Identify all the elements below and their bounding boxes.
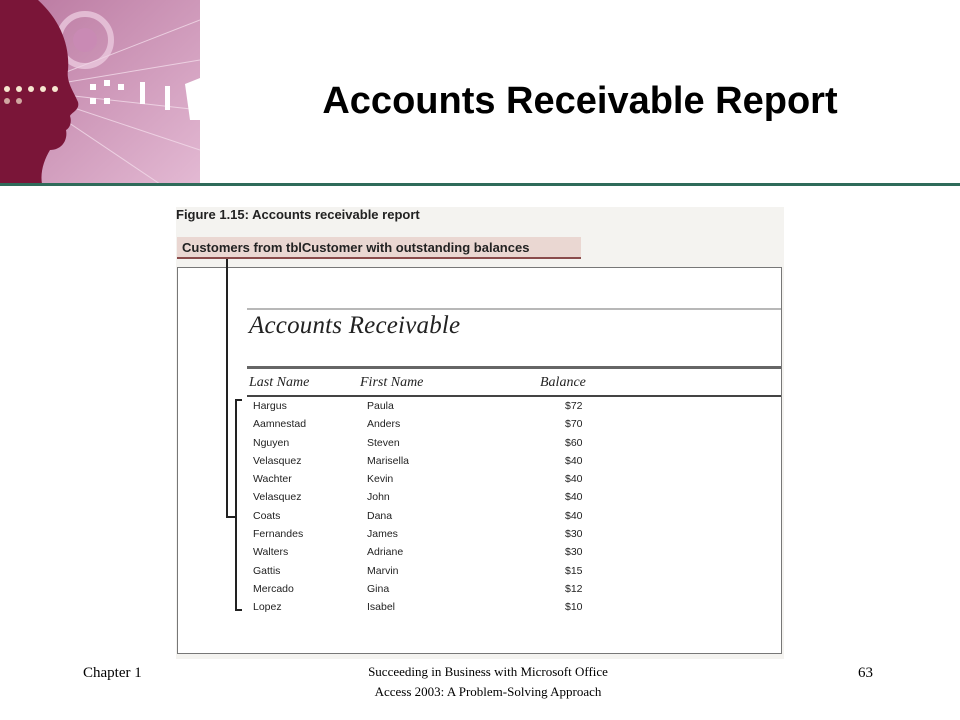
cell-last-name: Coats xyxy=(253,509,281,522)
cell-balance: $70 xyxy=(565,418,583,431)
cell-balance: $30 xyxy=(565,528,583,541)
cell-first-name: Gina xyxy=(367,582,390,595)
cell-last-name: Gattis xyxy=(253,564,281,577)
cell-balance: $40 xyxy=(565,454,583,467)
cell-last-name: Walters xyxy=(253,546,289,559)
report-title-rule xyxy=(247,366,781,369)
cell-balance: $15 xyxy=(565,564,583,577)
footer-book-title-line2: Access 2003: A Problem-Solving Approach xyxy=(374,684,602,699)
cell-last-name: Mercado xyxy=(253,582,294,595)
footer-book-title xyxy=(300,662,676,702)
header-rule xyxy=(247,395,781,397)
cell-first-name: Kevin xyxy=(367,473,394,486)
figure-callout: Customers from tblCustomer with outstanding balances xyxy=(177,237,581,259)
cell-first-name: Isabel xyxy=(367,601,396,614)
cell-balance: $72 xyxy=(565,400,583,412)
cell-first-name: Paula xyxy=(367,400,394,412)
figure-caption: Figure 1.15: Accounts receivable report xyxy=(176,207,420,222)
report-page xyxy=(177,267,782,654)
report-title: Accounts Receivable xyxy=(249,312,461,339)
cell-first-name: Steven xyxy=(367,436,400,449)
cell-last-name: Nguyen xyxy=(253,436,290,449)
cell-last-name: Velasquez xyxy=(253,454,302,467)
cell-first-name: Anders xyxy=(367,418,401,431)
column-header-first-name: First Name xyxy=(360,375,424,390)
rows-bracket xyxy=(235,399,242,611)
cell-balance: $40 xyxy=(565,509,583,522)
title-divider xyxy=(0,183,960,186)
column-header-balance: Balance xyxy=(540,375,586,390)
cell-balance: $12 xyxy=(565,582,583,595)
cell-first-name: John xyxy=(367,491,390,504)
callout-connector-line xyxy=(226,259,228,517)
footer-chapter: Chapter 1 xyxy=(83,665,142,681)
cell-first-name: Dana xyxy=(367,509,393,522)
cell-balance: $60 xyxy=(565,436,583,449)
slide-title: Accounts Receivable Report xyxy=(322,80,838,122)
footer-book-title-line1: Succeeding in Business with Microsoft Office xyxy=(368,664,608,679)
cell-balance: $40 xyxy=(565,473,583,486)
figure-report-screenshot xyxy=(176,207,784,659)
report-top-rule xyxy=(247,308,781,310)
cell-balance: $10 xyxy=(565,601,583,614)
cell-last-name: Velasquez xyxy=(253,491,302,504)
cell-first-name: Marvin xyxy=(367,564,399,577)
cell-first-name: Adriane xyxy=(367,546,404,559)
cell-last-name: Wachter xyxy=(253,473,292,486)
cell-balance: $40 xyxy=(565,491,583,504)
cell-last-name: Aamnestad xyxy=(253,418,307,431)
column-header-last-name: Last Name xyxy=(249,375,310,390)
cell-first-name: James xyxy=(367,528,398,541)
corner-silhouette-image xyxy=(0,0,200,184)
cell-last-name: Hargus xyxy=(253,400,287,412)
footer-page-number: 63 xyxy=(858,665,873,681)
cell-last-name: Lopez xyxy=(253,601,282,614)
cell-last-name: Fernandes xyxy=(253,528,304,541)
cell-balance: $30 xyxy=(565,546,583,559)
cell-first-name: Marisella xyxy=(367,454,410,467)
